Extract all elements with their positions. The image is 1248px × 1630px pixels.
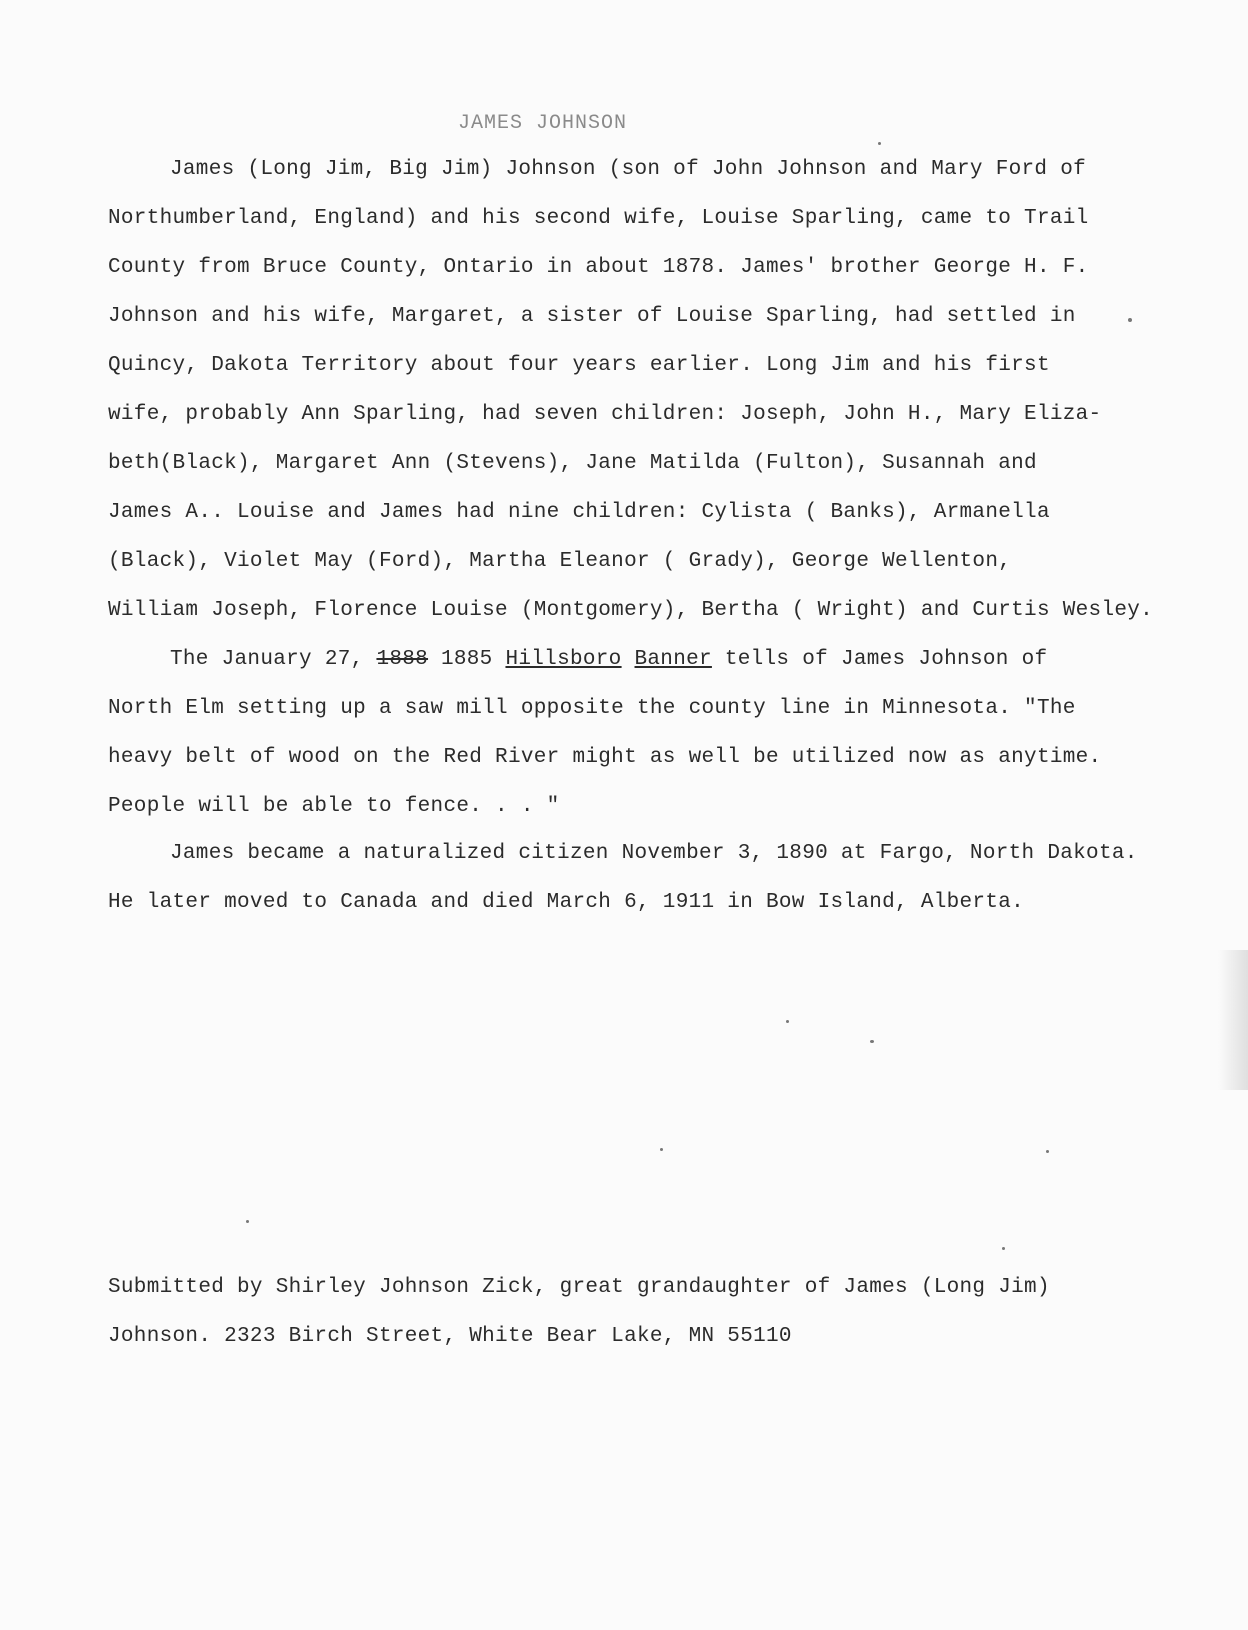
document-title: JAMES JOHNSON [458,112,628,135]
paper-speck [660,1148,663,1151]
paper-speck [878,142,881,145]
body-line-4: Johnson and his wife, Margaret, a sister of Louise Sparling, had settled in [108,305,1076,328]
corrected-year: 1885 [428,648,506,671]
body-line-7: beth(Black), Margaret Ann (Stevens), Jane Matilda (Fulton), Susannah and [108,452,1037,475]
para3-line-2: He later moved to Canada and died March 6, 1911 in Bow Island, Alberta. [108,891,1025,914]
footer-line-1: Submitted by Shirley Johnson Zick, great grandaughter of James (Long Jim) [108,1276,1050,1299]
newspaper-name-part-2: Banner [634,648,712,671]
paper-speck [1002,1247,1005,1250]
body-line-5: Quincy, Dakota Territory about four years earlier. Long Jim and his first [108,354,1050,377]
para2-line-4: People will be able to fence. . . " [108,795,560,818]
body-line-2: Northumberland, England) and his second wife, Louise Sparling, came to Trail [108,207,1089,230]
para2-line-2: North Elm setting up a saw mill opposite the county line in Minnesota. "The [108,697,1076,720]
edge-smudge [1218,950,1248,1090]
body-line-6: wife, probably Ann Sparling, had seven children: Joseph, John H., Mary Eliza- [108,403,1102,426]
paper-speck [1128,318,1132,322]
paper-speck [246,1220,249,1223]
para3-line-1: James became a naturalized citizen November 3, 1890 at Fargo, North Dakota. [170,842,1138,865]
para2-trail-text: tells of James Johnson of [711,648,1048,671]
para2-line-3: heavy belt of wood on the Red River might as well be utilized now as anytime. [108,746,1102,769]
body-line-9: (Black), Violet May (Ford), Martha Eleanor ( Grady), George Wellenton, [108,550,1012,573]
para2-line-1 [170,648,1047,671]
paper-speck [1046,1150,1049,1153]
body-line-10: William Joseph, Florence Louise (Montgomery), Bertha ( Wright) and Curtis Wesley. [108,599,1154,622]
body-line-1: James (Long Jim, Big Jim) Johnson (son of John Johnson and Mary Ford of [170,158,1087,181]
para2-lead-text: The January 27, [170,648,377,671]
struck-year: 1888 [376,648,429,671]
body-line-8: James A.. Louise and James had nine children: Cylista ( Banks), Armanella [108,501,1050,524]
paper-speck [786,1020,789,1023]
newspaper-name-part-1: Hillsboro [505,648,622,671]
paper-speck [870,1040,874,1043]
footer-line-2: Johnson. 2323 Birch Street, White Bear Lake, MN 55110 [108,1325,792,1348]
body-line-3: County from Bruce County, Ontario in about 1878. James' brother George H. F. [108,256,1089,279]
